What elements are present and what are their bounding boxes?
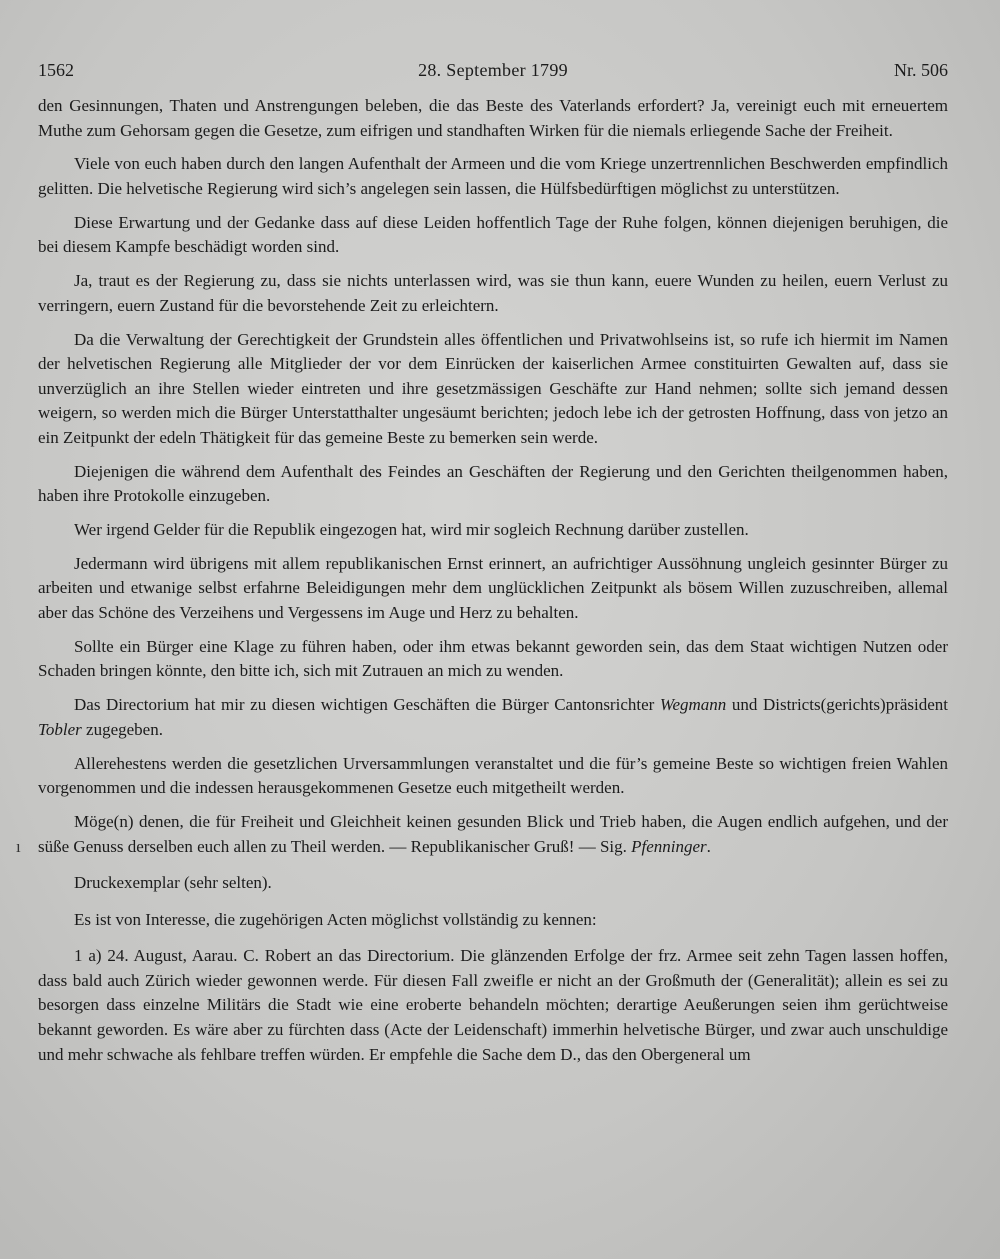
acts-intro: Es ist von Interesse, die zugehörigen Acten möglichst vollständig zu kennen: [74, 909, 597, 929]
signature-name: Pfenninger [631, 836, 707, 856]
page-number: 1562 [38, 60, 74, 80]
paragraph-10-text-a: Das Directorium hat mir zu diesen wichtigen Geschäften die Bürger Cantonsrichter [74, 695, 655, 715]
paragraph-10 [38, 693, 948, 742]
document-body [38, 94, 948, 1067]
paragraph-1: den Gesinnungen, Thaten und Anstrengungen beleben, die das Beste des Vaterlands erfordert? Ja, vereinigt euch mit erneuertem Muthe zum Gehorsam gegen die Gesetze, zum eifrigen und standhaften Wirken für die niemals erliegende Sache der Freiheit. [38, 96, 948, 140]
paragraph-3: Diese Erwartung und der Gedanke dass auf diese Leiden hoffentlich Tage der Ruhe folgen, können diejenigen beruhigen, die bei diesem Kampfe beschädigt worden sind. [38, 212, 948, 257]
margin-mark: ı [16, 837, 21, 856]
name-wegmann: Wegmann [659, 695, 727, 715]
paragraph-9: Sollte ein Bürger eine Klage zu führen haben, oder ihm etwas bekannt geworden sein, das dem Staat wichtigen Nutzen oder Schaden bringen könnte, den bitte ich, sich mit Zutrauen an mich zu wenden. [38, 636, 948, 681]
paragraph-12-text: Möge(n) denen, die für Freiheit und Gleichheit keinen gesunden Blick und Trieb haben, die Augen endlich aufgehen, und der süße Genuss derselben euch allen zu Theil werden. — Republikanischer Gruß! — Sig. [38, 811, 948, 856]
page-date: 28. September 1799 [418, 60, 568, 80]
act-entry-1a: 1 a) 24. August, Aarau. C. Robert an das Directorium. Die glänzenden Erfolge der frz. Armee seit zehn Tagen lassen hoffen, dass bald auch Zürich wieder gewonnen werde. Für diesen Fall zweifle er nicht an der Großmuth der (Generalität); allein es sei zu besorgen dass einzelne Militärs die Stadt wie eine eroberte behandeln möchten; derartige Aeußerungen seien ihm gerüchtweise bekannt geworden. Es wäre aber zu fürchten dass (Acte der Leidenschaft) immerhin helvetische Bürger, und zwar auch unschuldige und mehr schwache als fehlbare treffen würden. Er empfehle die Sache dem D., das den Obergeneral um [38, 946, 948, 1064]
paragraph-12 [38, 810, 948, 859]
print-note: Druckexemplar (sehr selten). [74, 873, 272, 893]
paragraph-11: Allerehestens werden die gesetzlichen Urversammlungen veranstaltet und die für’s gemeine Beste so wichtigen freien Wahlen vorgenommen und die indessen herausgekommenen Gesetze euch mitgetheilt werden. [38, 753, 948, 798]
paragraph-4: Ja, traut es der Regierung zu, dass sie nichts unterlassen wird, was sie thun kann, euere Wunden zu heilen, euern Verlust zu verringern, euern Zustand für die bevorstehende Zeit zu erleichtern. [38, 271, 948, 315]
paragraph-7: Wer irgend Gelder für die Republik eingezogen hat, wird mir sogleich Rechnung darüber zustellen. [74, 520, 749, 540]
page-header [38, 60, 948, 86]
name-tobler: Tobler [38, 719, 82, 739]
document-number: Nr. 506 [894, 60, 948, 80]
paragraph-10-text-b: und Districts(gerichts)präsident [731, 695, 949, 715]
paragraph-6: Diejenigen die während dem Aufenthalt des Feindes an Geschäften der Regierung und den Gerichten theilgenommen haben, haben ihre Protokolle einzugeben. [38, 461, 948, 506]
paragraph-10-text-c: zugegeben. [86, 719, 163, 739]
paragraph-8: Jedermann wird übrigens mit allem republikanischen Ernst erinnert, an aufrichtiger Aussöhnung ungleich gesinnter Bürger zu arbeiten und etwanige selbst erfahrne Beleidigungen mehr dem unglücklichen Zeitpunkt als bösem Willen zuzuschreiben, allemal aber das Schöne des Verzeihens und Vergessens im Auge und Herz zu behalten. [38, 553, 948, 622]
paragraph-2: Viele von euch haben durch den langen Aufenthalt der Armeen und die vom Kriege unzertrennlichen Beschwerden empfindlich gelitten. Die helvetische Regierung wird sich’s angelegen sein lassen, die Hülfsbedürftigen möglichst zu unterstützen. [38, 154, 948, 198]
paragraph-5: Da die Verwaltung der Gerechtigkeit der Grundstein alles öffentlichen und Privatwohlseins ist, so rufe ich hiermit im Namen der helvetischen Regierung alle Mitglieder der vor dem Einrücken der kaiserlichen Armee constituirten Gewalten auf, dass sie unverzüglich an ihre Stellen wieder eintreten und ihre gesetzmässigen Geschäfte zur Hand nehmen; sollte sich jemand dessen weigern, so werden mich die Bürger Unterstatthalter ungesäumt berichten; jedoch lebe ich der getrosten Hoffnung, dass von jetzo an ein Zeitpunkt der edeln Thätigkeit für das gemeine Beste zu bemerken sein werde. [38, 329, 948, 447]
signature-period: . [706, 836, 711, 856]
